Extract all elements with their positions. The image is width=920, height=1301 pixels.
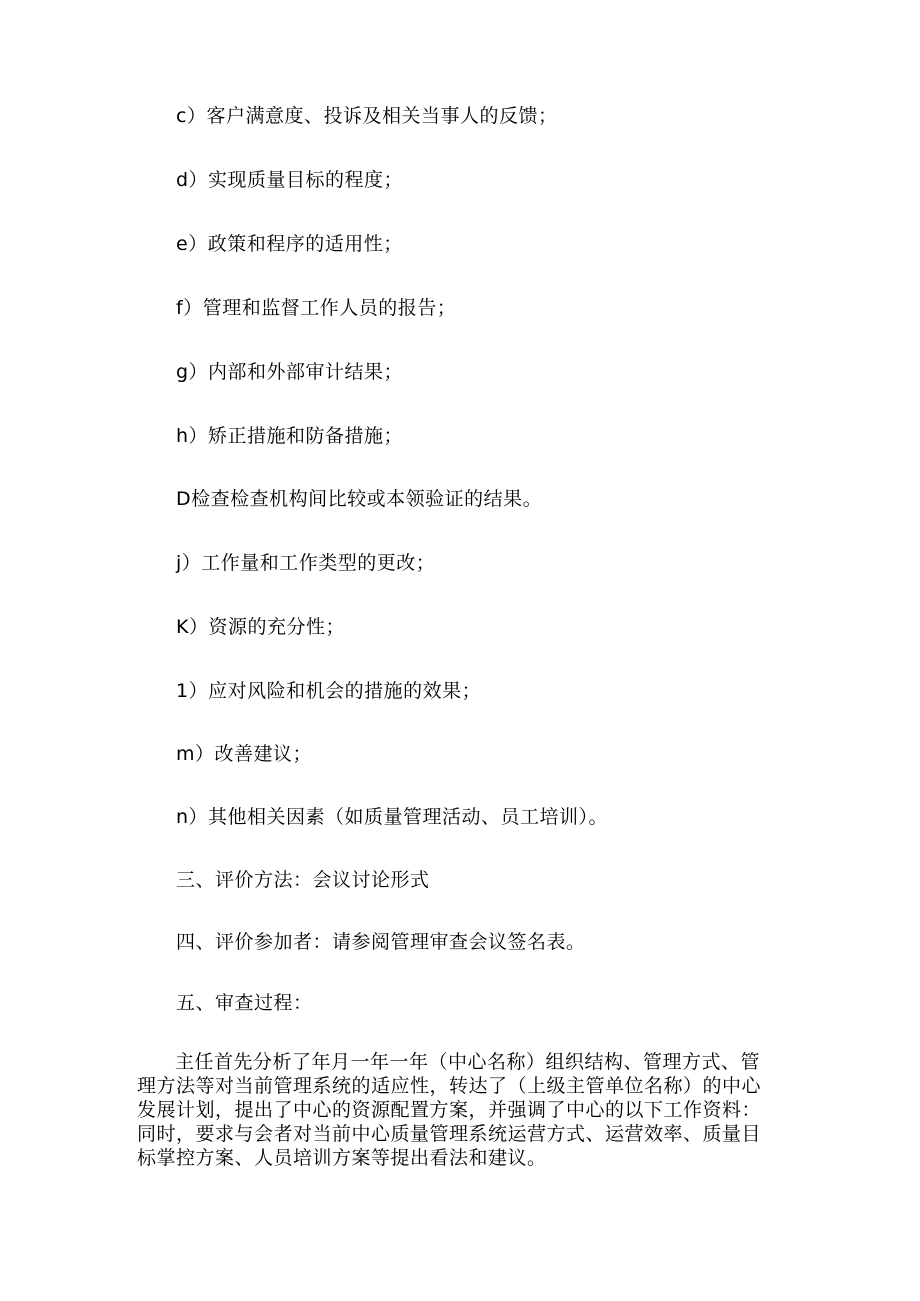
paragraph-line: 发展计划，提出了中心的资源配置方案，并强调了中心的以下工作资料： (137, 1099, 762, 1121)
list-item-l: 1）应对风险和机会的措施的效果； (176, 680, 482, 702)
list-item-d: d）实现质量目标的程度； (176, 169, 404, 191)
list-item-j: j）工作量和工作类型的更改； (176, 552, 436, 574)
list-item-m: m）改善建议； (176, 743, 313, 765)
paragraph-line: 标掌控方案、人员培训方案等提出看法和建议。 (137, 1147, 547, 1169)
list-item-h: h）矫正措施和防备措施； (176, 425, 404, 447)
list-item-e: e）政策和程序的适用性； (176, 233, 403, 255)
list-item-c: c）客户满意度、投诉及相关当事人的反馈； (176, 105, 558, 127)
paragraph-line: 主任首先分析了年月一年一年（中心名称）组织结构、管理方式、管 (175, 1051, 761, 1073)
paragraph-line: 同时，要求与会者对当前中心质量管理系统运营方式、运营效率、质量目 (137, 1123, 762, 1145)
section-heading-review-process: 五、审查过程： (176, 992, 313, 1014)
list-item-f: f）管理和监督工作人员的报告； (176, 297, 457, 319)
review-process-paragraph (137, 1050, 785, 1170)
section-heading-evaluation-method: 三、评价方法：会议讨论形式 (176, 869, 430, 891)
list-item-n: n）其他相关因素（如质量管理活动、员工培训）。 (176, 806, 609, 828)
paragraph-line: 理方法等对当前管理系统的适应性，转达了（上级主管单位名称）的中心 (137, 1075, 762, 1097)
list-item-i: D检查检查机构间比较或本领验证的结果。 (176, 488, 543, 510)
list-item-k: K）资源的充分性； (176, 616, 345, 638)
section-heading-participants: 四、评价参加者：请参阅管理审查会议签名表。 (176, 931, 586, 953)
list-item-g: g）内部和外部审计结果； (176, 361, 404, 383)
